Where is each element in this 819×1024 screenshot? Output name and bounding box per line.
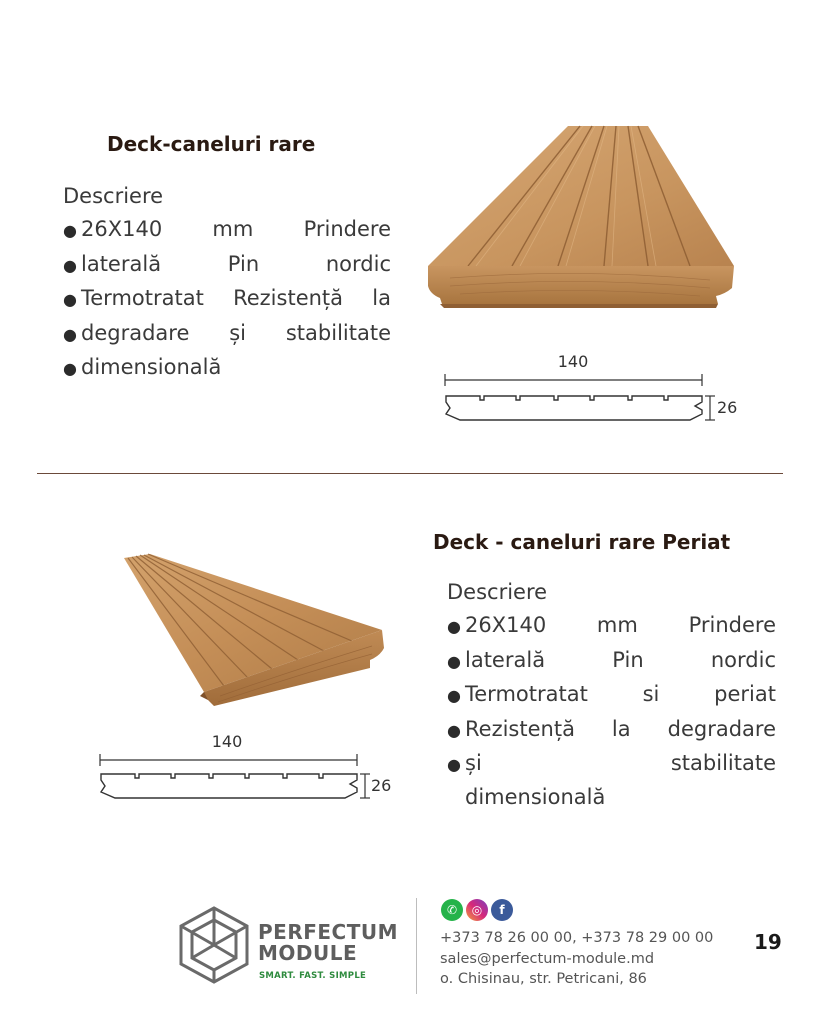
list-item: dimensională: [465, 785, 606, 810]
social-icons: [441, 899, 513, 921]
section1-desc-heading: Descriere: [63, 184, 164, 208]
facebook-icon[interactable]: f: [491, 899, 513, 921]
list-item: ● 26X140 mm Prindere: [447, 613, 776, 638]
list-item: ● Rezistență la degradare: [447, 716, 776, 741]
brand-name: PERFECTUM MODULE: [258, 920, 399, 965]
email: sales@perfectum-module.md: [440, 950, 655, 967]
address: o. Chisinau, str. Petricani, 86: [440, 971, 647, 987]
whatsapp-icon[interactable]: ✆: [441, 899, 463, 921]
list-item: ● dimensională: [63, 355, 222, 380]
list-item: ● Termotratat Rezistență la: [63, 286, 391, 311]
list-item: ● și stabilitate: [447, 751, 776, 776]
dimension-height: 26: [717, 398, 738, 417]
dimension-height: 26: [371, 776, 392, 795]
instagram-icon[interactable]: ◎: [466, 899, 488, 921]
contact-info: [440, 928, 713, 990]
list-item: ● degradare și stabilitate: [63, 320, 391, 345]
footer-divider: [416, 898, 417, 994]
dimension-width: 140: [211, 732, 243, 751]
section1-title: Deck-caneluri rare: [107, 132, 316, 156]
list-item: ● laterală Pin nordic: [447, 647, 776, 672]
section-divider: [37, 473, 783, 474]
profile-drawing: [95, 730, 405, 810]
profile-drawing: [440, 350, 750, 430]
page-number: 19: [754, 930, 782, 954]
section2-title: Deck - caneluri rare Periat: [433, 530, 731, 554]
section1-description: [63, 180, 391, 385]
section2-desc-heading: Descriere: [447, 580, 548, 604]
list-item: ● Termotratat si periat: [447, 682, 776, 707]
phone-numbers: +373 78 26 00 00, +373 78 29 00 00: [440, 930, 714, 946]
list-item: ● laterală Pin nordic: [63, 251, 391, 276]
deck-board-brushed-photo: [120, 550, 390, 710]
list-item: ● 26X140 mm Prindere: [63, 217, 391, 242]
brand-logo-icon: [177, 905, 251, 985]
brand-tagline: SMART. FAST. SIMPLE: [259, 971, 367, 981]
deck-board-photo: [420, 118, 750, 318]
section2-description: [447, 576, 776, 815]
dimension-width: 140: [557, 352, 589, 371]
